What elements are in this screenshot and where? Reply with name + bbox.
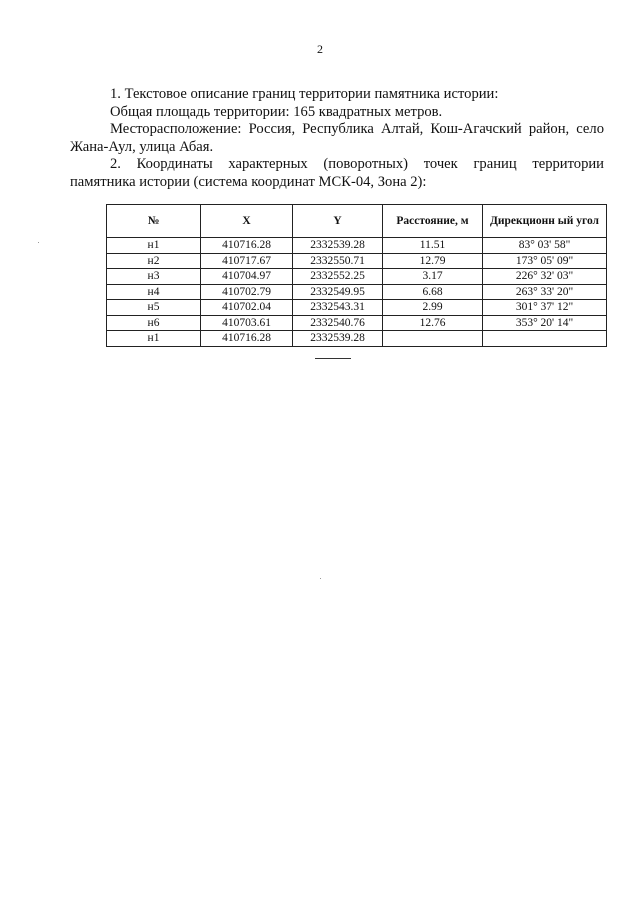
cell-distance: [383, 331, 483, 347]
cell-y: 2332550.71: [293, 253, 383, 269]
cell-x: 410702.79: [201, 284, 293, 300]
cell-x: 410717.67: [201, 253, 293, 269]
table-row: [107, 253, 607, 269]
cell-angle: 301° 37' 12": [483, 300, 607, 316]
cell-y: 2332549.95: [293, 284, 383, 300]
cell-num: н4: [107, 284, 201, 300]
cell-angle: 263° 33' 20": [483, 284, 607, 300]
page-number: 2: [317, 42, 323, 56]
cell-num: н2: [107, 253, 201, 269]
location-line-1: Месторасположение: Россия, Республика Алтай, Кош-Агачский район, село: [110, 121, 604, 138]
scan-speck: [38, 242, 39, 243]
cell-num: н3: [107, 269, 201, 285]
cell-y: 2332540.76: [293, 315, 383, 331]
cell-angle: 173° 05' 09": [483, 253, 607, 269]
table-row: [107, 300, 607, 316]
cell-x: 410704.97: [201, 269, 293, 285]
table-row: [107, 238, 607, 254]
coordinates-table: [106, 204, 607, 347]
cell-distance: 12.76: [383, 315, 483, 331]
cell-angle: 83° 03' 58": [483, 238, 607, 254]
header-num: №: [107, 205, 201, 238]
cell-y: 2332552.25: [293, 269, 383, 285]
section2-line-1: 2. Координаты характерных (поворотных) точек границ территории: [110, 156, 604, 173]
separator-line: [315, 358, 351, 359]
cell-angle: 226° 32' 03": [483, 269, 607, 285]
table-header-row: [107, 205, 607, 238]
territory-area: Общая площадь территории: 165 квадратных метров.: [110, 103, 443, 120]
header-x: X: [201, 205, 293, 238]
location-line-2: Жана-Аул, улица Абая.: [70, 138, 214, 155]
cell-x: 410703.61: [201, 315, 293, 331]
cell-x: 410716.28: [201, 238, 293, 254]
header-angle: Дирекционн ый угол: [483, 205, 607, 238]
cell-distance: 6.68: [383, 284, 483, 300]
cell-angle: 353° 20' 14": [483, 315, 607, 331]
cell-num: н6: [107, 315, 201, 331]
cell-distance: 2.99: [383, 300, 483, 316]
cell-x: 410716.28: [201, 331, 293, 347]
cell-y: 2332543.31: [293, 300, 383, 316]
document-body: [70, 86, 604, 192]
header-y: Y: [293, 205, 383, 238]
cell-y: 2332539.28: [293, 331, 383, 347]
cell-distance: 3.17: [383, 269, 483, 285]
cell-y: 2332539.28: [293, 238, 383, 254]
cell-num: н1: [107, 238, 201, 254]
cell-distance: 12.79: [383, 253, 483, 269]
cell-angle: [483, 331, 607, 347]
table-row: [107, 315, 607, 331]
table-row: [107, 269, 607, 285]
scan-speck: [320, 578, 321, 579]
header-distance: Расстояние, м: [383, 205, 483, 238]
section1-heading: 1. Текстовое описание границ территории памятника истории:: [110, 86, 499, 102]
cell-distance: 11.51: [383, 238, 483, 254]
cell-num: н1: [107, 331, 201, 347]
table-row: [107, 284, 607, 300]
table-row: [107, 331, 607, 347]
section2-line-2: памятника истории (система координат МСК-04, Зона 2):: [70, 173, 427, 190]
cell-num: н5: [107, 300, 201, 316]
cell-x: 410702.04: [201, 300, 293, 316]
